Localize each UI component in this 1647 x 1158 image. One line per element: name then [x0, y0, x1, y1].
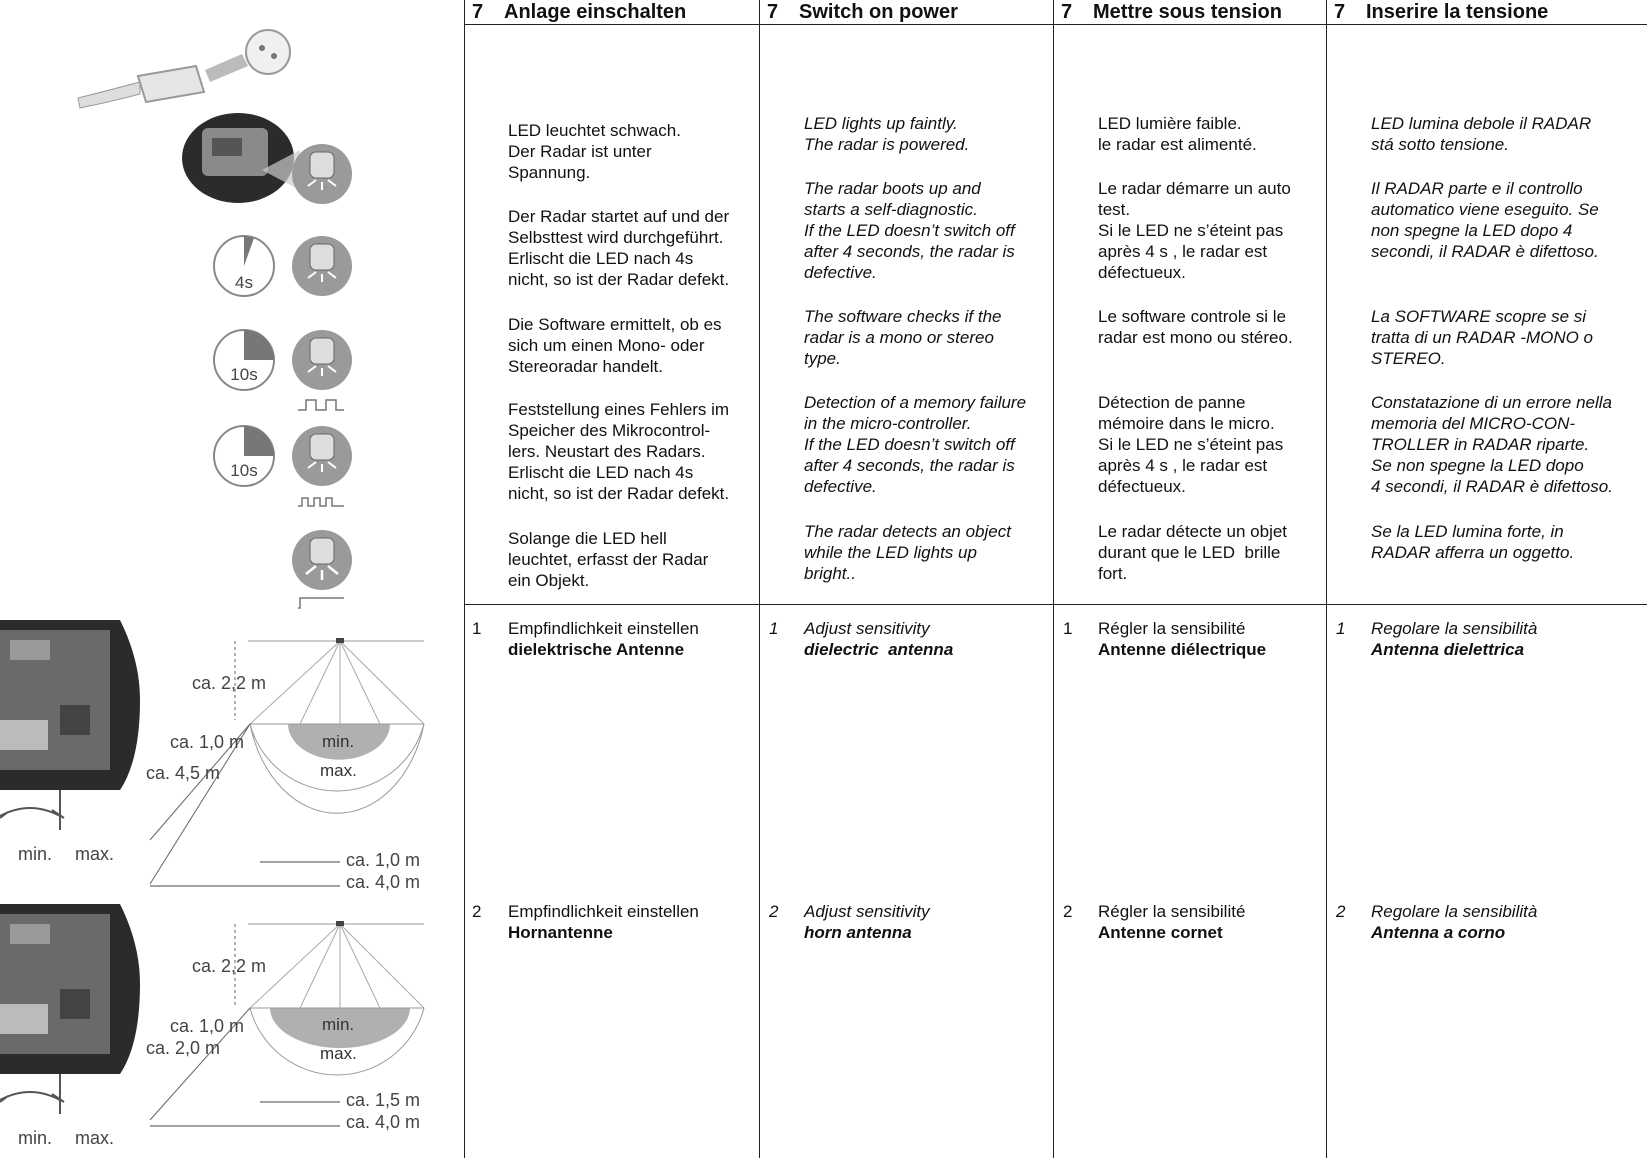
width-label: ca. 2,0 m [146, 1038, 221, 1058]
it-para-5: Se la LED lumina forte, in RADAR afferra un oggetto. [1371, 522, 1575, 562]
de-para-3: Die Software ermittelt, ob es sich um einen Mono- oder Stereoradar handelt. [508, 315, 722, 376]
en-para-3: The software checks if the radar is a mono or stereo type. [804, 307, 1002, 368]
led-fast-pulse-icon [292, 426, 352, 506]
de-para-5: Solange die LED hell leuchtet, erfasst der Radar ein Objekt. [508, 529, 709, 590]
far-label: ca. 4,0 m [346, 1112, 421, 1132]
led-faint-icon [292, 144, 352, 204]
item1-number-en: 1 [769, 619, 779, 638]
mid-label: ca. 1,0 m [170, 1016, 245, 1036]
timer-10s-icon-2 [214, 426, 274, 486]
led-blink-icon-1 [292, 236, 352, 296]
en-para-2: The radar boots up and starts a self-diagnostic. If the LED doesn’t switch off after 4 seconds, the radar is defective. [804, 179, 1015, 282]
en-para-1: LED lights up faintly. The radar is powered. [804, 114, 970, 154]
item1-en-line1: Adjust sensitivity [804, 619, 930, 638]
column-rule-2 [759, 0, 760, 1158]
timer-label: 10s [230, 461, 258, 480]
width-label: ca. 4,5 m [146, 763, 221, 783]
header-title: Anlage einschalten [504, 1, 687, 23]
zone-max-label: max. [320, 1044, 357, 1063]
item2-it-line1: Regolare la sensibilità [1371, 902, 1538, 921]
it-para-3: La SOFTWARE scopre se si tratta di un RADAR -MONO o STEREO. [1371, 307, 1594, 368]
item2-en-line2: horn antenna [804, 923, 912, 942]
height-label: ca. 2,2 m [192, 673, 267, 693]
column-rule-1 [464, 0, 465, 1158]
knob-min-label: min. [18, 844, 53, 864]
mid-label: ca. 1,0 m [170, 732, 245, 752]
header-title: Switch on power [799, 1, 958, 23]
de-para-1: LED leuchtet schwach. Der Radar ist unter Spannung. [508, 121, 681, 182]
header-fr [1053, 0, 1326, 24]
fr-para-4: Détection de panne mémoire dans le micro. Si le LED ne s’éteint pas après 4 s , le radar est défectueux. [1098, 393, 1284, 496]
item1-de-line2: dielektrische Antenne [508, 640, 685, 659]
en-para-4: Detection of a memory failure in the micro-controller. If the LED doesn’t switch off after 4 seconds, the radar is defective. [804, 393, 1027, 496]
item2-number-fr: 2 [1063, 902, 1073, 921]
led-pulse-icon [292, 330, 352, 410]
item1-fr-line1: Régler la sensibilité [1098, 619, 1246, 638]
timer-4s-icon [214, 236, 274, 296]
plug-socket-icon [78, 30, 290, 108]
timer-label: 4s [235, 273, 253, 292]
header-number: 7 [1334, 1, 1346, 23]
item2-number-it: 2 [1336, 902, 1346, 921]
timer-label: 10s [230, 365, 258, 384]
item1-number-de: 1 [472, 619, 482, 638]
item1-de-line1: Empfindlichkeit einstellen [508, 619, 699, 638]
section-rule [464, 604, 1647, 605]
item2-de-line2: Hornantenne [508, 923, 613, 942]
it-para-2: Il RADAR parte e il controllo automatico viene eseguito. Se non spegne la LED dopo 4 secondi, il RADAR è difettoso. [1371, 179, 1599, 261]
header-number: 7 [767, 1, 779, 23]
fr-para-2: Le radar démarre un auto test. Si le LED ne s’éteint pas après 4 s , le radar est défectueux. [1098, 179, 1291, 282]
item2-fr-line2: Antenne cornet [1098, 923, 1223, 942]
knob-max-label: max. [75, 1128, 115, 1148]
item1-number-fr: 1 [1063, 619, 1073, 638]
radar-device-icon [182, 113, 300, 203]
item1-it-line1: Regolare la sensibilità [1371, 619, 1538, 638]
header-number: 7 [472, 1, 484, 23]
near-label: ca. 1,5 m [346, 1090, 421, 1110]
zone-max-label: max. [320, 761, 357, 780]
item2-fr-line1: Régler la sensibilité [1098, 902, 1246, 921]
item1-fr-line2: Antenne diélectrique [1098, 640, 1267, 659]
zone-min-label: min. [322, 732, 355, 751]
fr-para-5: Le radar détecte un objet durant que le LED brille fort. [1098, 522, 1288, 583]
de-para-4: Feststellung eines Fehlers im Speicher des Mikrocontrol- lers. Neustart des Radars. Erlischt die LED nach 4s nicht, so ist der Radar defekt. [508, 400, 730, 503]
header-en [759, 0, 1053, 24]
column-rule-3 [1053, 0, 1054, 1158]
fr-para-3: Le software controle si le radar est mono ou stéreo. [1098, 307, 1293, 347]
item2-number-en: 2 [769, 902, 779, 921]
item1-en-line2: dielectric antenna [804, 640, 954, 659]
zone-min-label: min. [322, 1015, 355, 1034]
item2-en-line1: Adjust sensitivity [804, 902, 930, 921]
sensitivity-diagram-dielectric [0, 620, 424, 892]
header-title: Mettre sous tension [1093, 1, 1282, 23]
item1-number-it: 1 [1336, 619, 1346, 638]
sensitivity-diagram-horn [0, 904, 424, 1148]
far-label: ca. 4,0 m [346, 872, 421, 892]
it-para-1: LED lumina debole il RADAR stá sotto tensione. [1371, 114, 1592, 154]
item2-it-line2: Antenna a corno [1371, 923, 1506, 942]
header-de [464, 0, 759, 24]
height-label: ca. 2,2 m [192, 956, 267, 976]
fr-para-1: LED lumière faible. le radar est alimenté. [1098, 114, 1257, 154]
it-para-4: Constatazione di un errore nella memoria del MICRO-CON- TROLLER in RADAR riparte. Se non spegne la LED dopo 4 secondi, il RADAR è difettoso. [1371, 393, 1613, 496]
item2-de-line1: Empfindlichkeit einstellen [508, 902, 699, 921]
header-it [1326, 0, 1647, 24]
timer-10s-icon [214, 330, 274, 390]
knob-max-label: max. [75, 844, 115, 864]
header-title: Inserire la tensione [1366, 1, 1549, 23]
header-number: 7 [1061, 1, 1073, 23]
header-rule [464, 24, 1647, 25]
near-label: ca. 1,0 m [346, 850, 421, 870]
en-para-5: The radar detects an object while the LED lights up bright.. [804, 522, 1011, 583]
led-bright-icon [292, 530, 352, 608]
item1-it-line2: Antenna dielettrica [1371, 640, 1525, 659]
knob-min-label: min. [18, 1128, 53, 1148]
column-rule-4 [1326, 0, 1327, 1158]
item2-number-de: 2 [472, 902, 482, 921]
de-para-2: Der Radar startet auf und der Selbsttest wird durchgeführt. Erlischt die LED nach 4s nicht, so ist der Radar defekt. [508, 207, 730, 289]
illustrations [0, 0, 464, 1158]
